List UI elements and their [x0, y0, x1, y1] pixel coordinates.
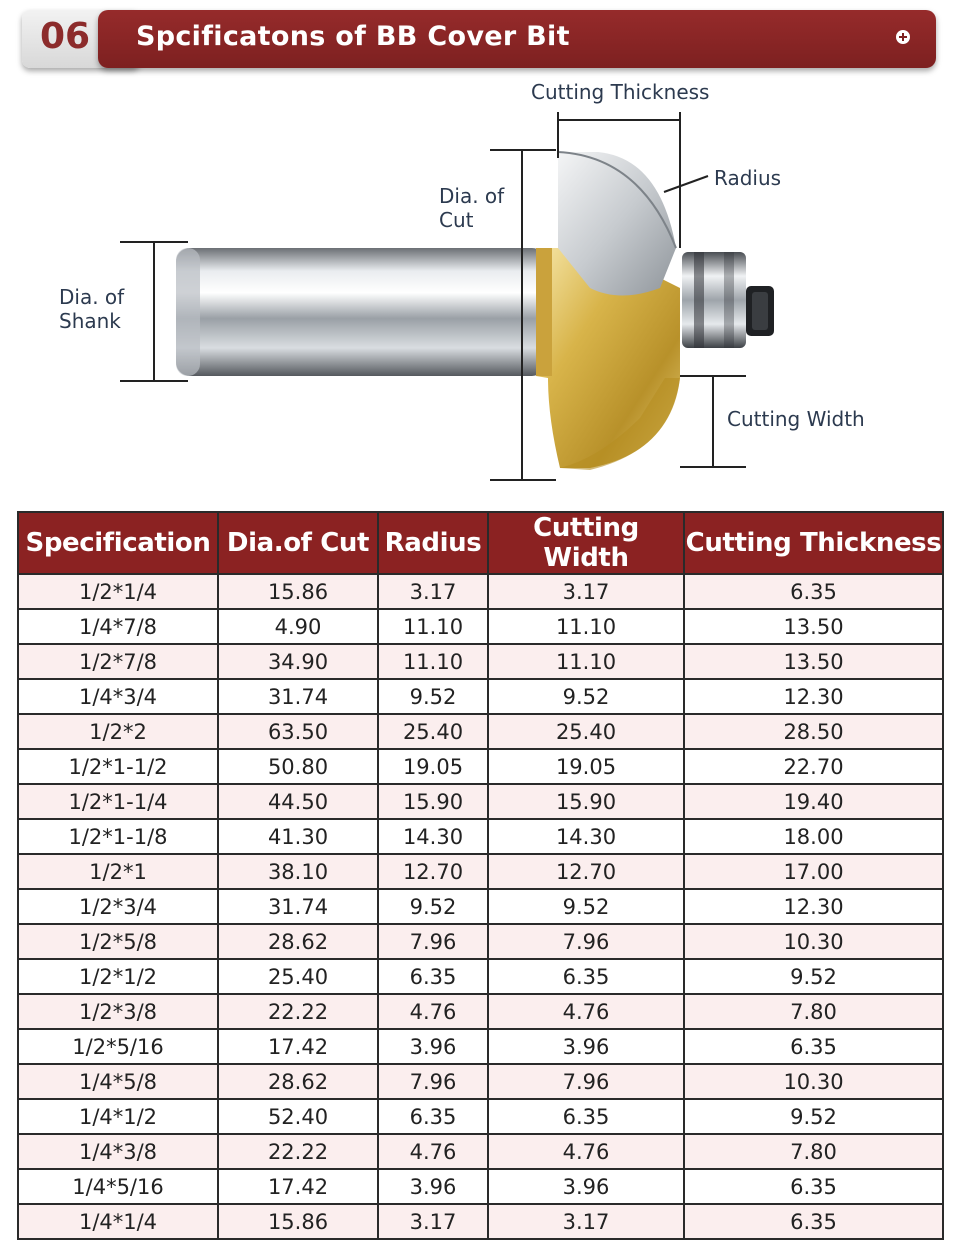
- cell-dia-of-cut: 15.86: [218, 1204, 378, 1239]
- dia-of-cut-label-line1: Dia. of: [439, 184, 505, 208]
- plus-circle-icon: [896, 30, 910, 44]
- cell-cutting-thickness: 6.35: [684, 1204, 943, 1239]
- cell-cutting-thickness: 28.50: [684, 714, 943, 749]
- cell-specification: 1/2*1: [18, 854, 218, 889]
- cell-cutting-width: 3.17: [488, 574, 684, 609]
- cell-cutting-width: 6.35: [488, 959, 684, 994]
- cell-cutting-width: 12.70: [488, 854, 684, 889]
- cell-cutting-width: 11.10: [488, 644, 684, 679]
- cell-cutting-thickness: 9.52: [684, 1099, 943, 1134]
- dia-of-cut-label-line2: Cut: [439, 208, 474, 232]
- cell-dia-of-cut: 63.50: [218, 714, 378, 749]
- table-header-row: [18, 512, 943, 574]
- cell-cutting-width: 6.35: [488, 1099, 684, 1134]
- cell-specification: 1/2*5/16: [18, 1029, 218, 1064]
- cell-cutting-thickness: 22.70: [684, 749, 943, 784]
- table-row: [18, 889, 943, 924]
- cell-specification: 1/4*3/4: [18, 679, 218, 714]
- cell-dia-of-cut: 44.50: [218, 784, 378, 819]
- cell-radius: 9.52: [378, 679, 488, 714]
- cell-dia-of-cut: 17.42: [218, 1169, 378, 1204]
- cell-dia-of-cut: 50.80: [218, 749, 378, 784]
- cell-cutting-width: 14.30: [488, 819, 684, 854]
- table-row: [18, 749, 943, 784]
- cell-radius: 6.35: [378, 1099, 488, 1134]
- cell-dia-of-cut: 52.40: [218, 1099, 378, 1134]
- cell-radius: 4.76: [378, 994, 488, 1029]
- cell-dia-of-cut: 31.74: [218, 679, 378, 714]
- cell-dia-of-cut: 22.22: [218, 994, 378, 1029]
- cell-dia-of-cut: 38.10: [218, 854, 378, 889]
- cell-dia-of-cut: 28.62: [218, 1064, 378, 1099]
- table-row: [18, 994, 943, 1029]
- cell-cutting-width: 4.76: [488, 994, 684, 1029]
- specification-table: [17, 511, 944, 1240]
- cell-specification: 1/2*1/2: [18, 959, 218, 994]
- cell-radius: 11.10: [378, 609, 488, 644]
- cutting-thickness-label: Cutting Thickness: [531, 80, 710, 104]
- cell-radius: 4.76: [378, 1134, 488, 1169]
- cell-cutting-thickness: 6.35: [684, 1029, 943, 1064]
- router-bit-diagram: [0, 78, 960, 508]
- cell-cutting-width: 7.96: [488, 924, 684, 959]
- radius-label: Radius: [714, 166, 782, 190]
- cell-cutting-width: 9.52: [488, 889, 684, 924]
- table-row: [18, 1099, 943, 1134]
- cell-specification: 1/4*1/2: [18, 1099, 218, 1134]
- cell-cutting-thickness: 7.80: [684, 1134, 943, 1169]
- cell-radius: 3.96: [378, 1169, 488, 1204]
- cell-dia-of-cut: 17.42: [218, 1029, 378, 1064]
- table-row: [18, 714, 943, 749]
- cell-radius: 25.40: [378, 714, 488, 749]
- cell-cutting-thickness: 10.30: [684, 924, 943, 959]
- column-header-dia-of-cut: Dia.of Cut: [218, 512, 378, 574]
- cell-specification: 1/2*5/8: [18, 924, 218, 959]
- cell-radius: 6.35: [378, 959, 488, 994]
- cell-specification: 1/2*1-1/4: [18, 784, 218, 819]
- cell-radius: 19.05: [378, 749, 488, 784]
- column-header-radius: Radius: [378, 512, 488, 574]
- column-header-cutting-thickness: Cutting Thickness: [684, 512, 943, 574]
- cell-dia-of-cut: 31.74: [218, 889, 378, 924]
- cell-dia-of-cut: 41.30: [218, 819, 378, 854]
- cell-cutting-thickness: 7.80: [684, 994, 943, 1029]
- cell-cutting-thickness: 19.40: [684, 784, 943, 819]
- cell-radius: 11.10: [378, 644, 488, 679]
- cell-specification: 1/2*2: [18, 714, 218, 749]
- table-row: [18, 819, 943, 854]
- cell-specification: 1/4*1/4: [18, 1204, 218, 1239]
- cell-radius: 7.96: [378, 924, 488, 959]
- cell-specification: 1/2*1-1/2: [18, 749, 218, 784]
- cell-cutting-width: 3.96: [488, 1169, 684, 1204]
- cell-cutting-width: 4.76: [488, 1134, 684, 1169]
- router-bit-illustration: [0, 78, 960, 508]
- table-row: [18, 1134, 943, 1169]
- cell-dia-of-cut: 25.40: [218, 959, 378, 994]
- cell-cutting-thickness: 6.35: [684, 574, 943, 609]
- cell-specification: 1/2*1/4: [18, 574, 218, 609]
- table-row: [18, 924, 943, 959]
- cell-cutting-thickness: 6.35: [684, 1169, 943, 1204]
- cell-specification: 1/2*7/8: [18, 644, 218, 679]
- table-row: [18, 574, 943, 609]
- cell-dia-of-cut: 4.90: [218, 609, 378, 644]
- cell-cutting-width: 9.52: [488, 679, 684, 714]
- cell-cutting-width: 7.96: [488, 1064, 684, 1099]
- column-header-specification: Specification: [18, 512, 218, 574]
- cell-specification: 1/4*5/8: [18, 1064, 218, 1099]
- table-row: [18, 1064, 943, 1099]
- cell-radius: 7.96: [378, 1064, 488, 1099]
- cutting-width-label: Cutting Width: [727, 407, 865, 431]
- cell-cutting-width: 15.90: [488, 784, 684, 819]
- cell-specification: 1/4*5/16: [18, 1169, 218, 1204]
- cell-cutting-thickness: 10.30: [684, 1064, 943, 1099]
- dia-of-shank-label-line2: Shank: [59, 309, 121, 333]
- cell-dia-of-cut: 15.86: [218, 574, 378, 609]
- cell-radius: 3.17: [378, 1204, 488, 1239]
- cell-cutting-thickness: 13.50: [684, 609, 943, 644]
- cell-cutting-thickness: 9.52: [684, 959, 943, 994]
- title-banner: [98, 10, 936, 68]
- cell-dia-of-cut: 22.22: [218, 1134, 378, 1169]
- table-row: [18, 1169, 943, 1204]
- table-row: [18, 1029, 943, 1064]
- table-row: [18, 854, 943, 889]
- cell-radius: 12.70: [378, 854, 488, 889]
- cell-radius: 15.90: [378, 784, 488, 819]
- cell-cutting-thickness: 13.50: [684, 644, 943, 679]
- table-row: [18, 609, 943, 644]
- cell-cutting-width: 19.05: [488, 749, 684, 784]
- cell-radius: 3.96: [378, 1029, 488, 1064]
- cell-specification: 1/4*3/8: [18, 1134, 218, 1169]
- cell-dia-of-cut: 34.90: [218, 644, 378, 679]
- cell-radius: 3.17: [378, 574, 488, 609]
- cell-cutting-thickness: 12.30: [684, 679, 943, 714]
- cell-cutting-width: 25.40: [488, 714, 684, 749]
- table-row: [18, 644, 943, 679]
- cell-cutting-thickness: 12.30: [684, 889, 943, 924]
- table-body: [18, 574, 943, 1239]
- cell-specification: 1/4*7/8: [18, 609, 218, 644]
- cell-specification: 1/2*1-1/8: [18, 819, 218, 854]
- cell-cutting-width: 11.10: [488, 609, 684, 644]
- dia-of-shank-label-line1: Dia. of: [59, 285, 125, 309]
- cell-specification: 1/2*3/4: [18, 889, 218, 924]
- cell-specification: 1/2*3/8: [18, 994, 218, 1029]
- column-header-cutting-width: Cutting Width: [488, 512, 684, 574]
- table-row: [18, 679, 943, 714]
- section-number: 06: [40, 16, 91, 57]
- cell-radius: 9.52: [378, 889, 488, 924]
- cell-cutting-width: 3.17: [488, 1204, 684, 1239]
- table-row: [18, 959, 943, 994]
- table-row: [18, 784, 943, 819]
- cell-cutting-width: 3.96: [488, 1029, 684, 1064]
- cell-cutting-thickness: 17.00: [684, 854, 943, 889]
- cell-cutting-thickness: 18.00: [684, 819, 943, 854]
- cell-radius: 14.30: [378, 819, 488, 854]
- page-title: Spcificatons of BB Cover Bit: [136, 21, 570, 52]
- cell-dia-of-cut: 28.62: [218, 924, 378, 959]
